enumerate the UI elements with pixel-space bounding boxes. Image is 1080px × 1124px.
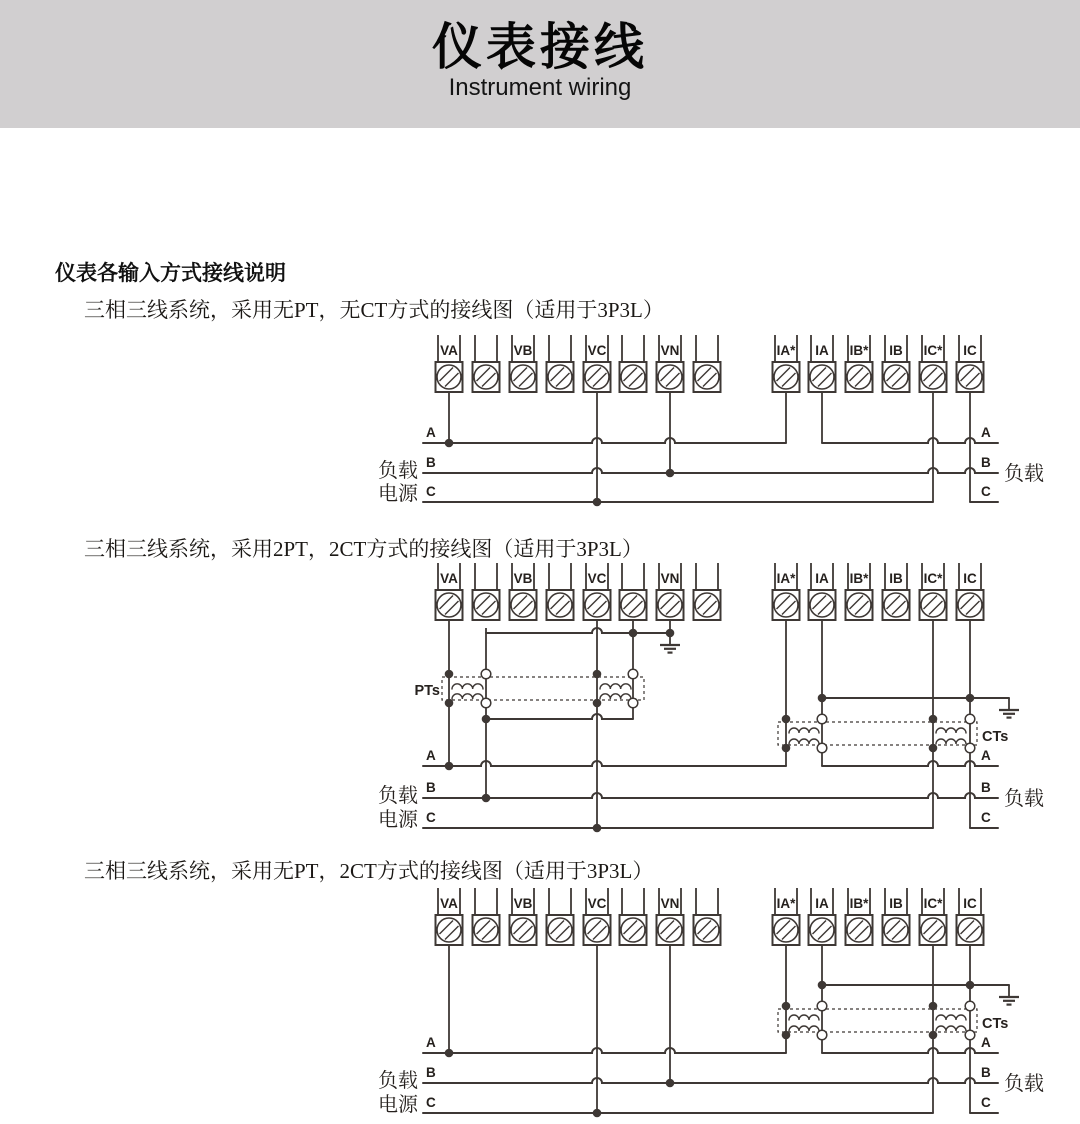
winding-terminal (817, 743, 827, 753)
terminal-label: IB (889, 571, 903, 586)
screw-icon (474, 593, 498, 617)
phase-label-right: C (981, 810, 991, 825)
junction-dot (445, 439, 454, 448)
screw-icon (810, 365, 834, 389)
screw-icon (810, 593, 834, 617)
screw-icon (921, 365, 945, 389)
junction-dot (593, 699, 602, 708)
junction-dot (929, 1031, 938, 1040)
screw-icon (847, 365, 871, 389)
phase-label-left: A (426, 748, 436, 763)
junction-dot (593, 498, 602, 507)
phase-line-a (822, 761, 998, 766)
phase-label-right: B (981, 780, 991, 795)
phase-line-b (423, 468, 998, 473)
terminal-label: IA* (776, 896, 796, 911)
screw-icon (810, 918, 834, 942)
ct-coil (936, 1015, 966, 1020)
junction-dot (782, 715, 791, 724)
screw-icon (958, 918, 982, 942)
load-label: 负载 (1004, 463, 1044, 485)
phase-label-right: B (981, 455, 991, 470)
ct-coil (936, 1026, 966, 1031)
phase-label-right: B (981, 1065, 991, 1080)
screw-icon (548, 918, 572, 942)
page-subtitle: Instrument wiring (448, 74, 632, 101)
terminal-label: VA (440, 896, 458, 911)
terminal-label: VB (513, 343, 533, 358)
winding-terminal (817, 1001, 827, 1011)
terminal-label: IB (889, 896, 903, 911)
terminal-label: IA (815, 571, 829, 586)
screw-icon (437, 593, 461, 617)
screw-icon (658, 918, 682, 942)
junction-dot (818, 981, 827, 990)
junction-dot (593, 824, 602, 833)
phase-line-a (822, 1048, 998, 1053)
junction-dot (782, 1031, 791, 1040)
winding-terminal (817, 714, 827, 724)
terminal-label: IC* (923, 343, 943, 358)
screw-icon (548, 365, 572, 389)
screw-icon (774, 365, 798, 389)
screw-icon (921, 593, 945, 617)
phase-label-right: C (981, 1095, 991, 1110)
junction-dot (929, 715, 938, 724)
pt-coil (600, 694, 631, 699)
phase-line-b (423, 793, 998, 798)
terminal-label: VN (660, 571, 680, 586)
junction-dot (482, 794, 491, 803)
screw-icon (437, 365, 461, 389)
winding-terminal (965, 743, 975, 753)
pt-secondary-bus (486, 714, 633, 719)
source-label: 负载 (378, 1070, 418, 1092)
screw-icon (847, 918, 871, 942)
junction-dot (593, 1109, 602, 1118)
screw-icon (695, 918, 719, 942)
winding-terminal (481, 698, 491, 708)
phase-label-left: C (426, 484, 436, 499)
winding-terminal (965, 1030, 975, 1040)
phase-label-left: B (426, 780, 436, 795)
screw-icon (884, 365, 908, 389)
phase-label-right: A (981, 1035, 991, 1050)
ct-coil (789, 1026, 819, 1031)
phase-line-a (423, 1048, 786, 1053)
phase-line-b (423, 1078, 998, 1083)
winding-terminal (628, 669, 638, 679)
pt-coil (452, 684, 483, 689)
screw-icon (511, 593, 535, 617)
pt-coil (452, 694, 483, 699)
terminal-label: IB* (849, 571, 869, 586)
phase-label-right: C (981, 484, 991, 499)
terminal-label: IC (963, 571, 977, 586)
phase-line-a (423, 761, 786, 766)
terminal-label: VC (587, 896, 607, 911)
screw-icon (511, 365, 535, 389)
screw-icon (621, 593, 645, 617)
load-label: 负载 (1004, 788, 1044, 810)
junction-dot (666, 629, 675, 638)
ct-box-label: CTs (982, 729, 1009, 745)
load-label: 负载 (1004, 1073, 1044, 1095)
junction-dot (966, 981, 975, 990)
junction-dot (445, 1049, 454, 1058)
terminal-label: VB (513, 896, 533, 911)
ct-coil (789, 1015, 819, 1020)
terminal-label: VN (660, 896, 680, 911)
terminal-label: VB (513, 571, 533, 586)
terminal-label: IB* (849, 343, 869, 358)
terminal-label: VA (440, 343, 458, 358)
screw-icon (958, 365, 982, 389)
source-label: 负载 (378, 785, 418, 807)
page-title: 仪表接线 (432, 19, 648, 75)
diagram3-caption: 三相三线系统，采用无PT，2CT方式的接线图（适用于3P3L） (84, 859, 654, 883)
screw-icon (774, 918, 798, 942)
terminal-label: IA (815, 896, 829, 911)
screw-icon (548, 593, 572, 617)
phase-label-left: C (426, 810, 436, 825)
terminal-label: IC (963, 896, 977, 911)
terminal-label: IC* (923, 571, 943, 586)
screw-icon (847, 593, 871, 617)
diagram2-caption: 三相三线系统，采用2PT，2CT方式的接线图（适用于3P3L） (84, 537, 643, 561)
screw-icon (474, 918, 498, 942)
screw-icon (621, 365, 645, 389)
terminal-label: IA* (776, 343, 796, 358)
winding-terminal (481, 669, 491, 679)
screw-icon (585, 593, 609, 617)
screw-icon (511, 918, 535, 942)
section-heading: 仪表各输入方式接线说明 (55, 262, 286, 285)
junction-dot (966, 694, 975, 703)
screw-icon (884, 918, 908, 942)
junction-dot (929, 1002, 938, 1011)
phase-label-left: B (426, 1065, 436, 1080)
terminal-label: IB* (849, 896, 869, 911)
winding-terminal (628, 698, 638, 708)
terminal-label: IC* (923, 896, 943, 911)
junction-dot (482, 715, 491, 724)
junction-dot (782, 744, 791, 753)
ct-coil (789, 739, 819, 744)
screw-icon (695, 365, 719, 389)
junction-dot (629, 629, 638, 638)
terminal-label: IA* (776, 571, 796, 586)
screw-icon (437, 918, 461, 942)
screw-icon (658, 593, 682, 617)
screw-icon (585, 918, 609, 942)
junction-dot (782, 1002, 791, 1011)
phase-label-right: A (981, 425, 991, 440)
terminal-label: VA (440, 571, 458, 586)
screw-icon (585, 365, 609, 389)
phase-label-left: B (426, 455, 436, 470)
junction-dot (666, 469, 675, 478)
screw-icon (474, 365, 498, 389)
phase-label-right: A (981, 748, 991, 763)
phase-label-left: A (426, 1035, 436, 1050)
terminal-label: VN (660, 343, 680, 358)
junction-dot (666, 1079, 675, 1088)
screw-icon (958, 593, 982, 617)
winding-terminal (817, 1030, 827, 1040)
winding-terminal (965, 1001, 975, 1011)
winding-terminal (965, 714, 975, 724)
phase-line-a (423, 438, 786, 443)
terminal-label: VC (587, 571, 607, 586)
junction-dot (445, 670, 454, 679)
source-label: 电源 (378, 1094, 418, 1116)
ct-coil (789, 728, 819, 733)
screw-icon (921, 918, 945, 942)
terminal-label: IC (963, 343, 977, 358)
terminal-label: IA (815, 343, 829, 358)
screw-icon (658, 365, 682, 389)
phase-label-left: C (426, 1095, 436, 1110)
pt-box-label: PTs (414, 683, 440, 699)
phase-label-left: A (426, 425, 436, 440)
junction-dot (445, 762, 454, 771)
source-label: 负载 (378, 460, 418, 482)
screw-icon (695, 593, 719, 617)
phase-line-a (822, 438, 998, 443)
terminal-label: IB (889, 343, 903, 358)
diagram1-caption: 三相三线系统，采用无PT，无CT方式的接线图（适用于3P3L） (84, 298, 664, 322)
junction-dot (445, 699, 454, 708)
ct-coil (936, 739, 966, 744)
screw-icon (774, 593, 798, 617)
screw-icon (621, 918, 645, 942)
terminal-label: VC (587, 343, 607, 358)
pt-primary-bus (486, 628, 670, 633)
ct-box-label: CTs (982, 1016, 1009, 1032)
junction-dot (929, 744, 938, 753)
ct-coil (936, 728, 966, 733)
junction-dot (818, 694, 827, 703)
pt-coil (600, 684, 631, 689)
source-label: 电源 (378, 809, 418, 831)
screw-icon (884, 593, 908, 617)
source-label: 电源 (378, 483, 418, 505)
junction-dot (593, 670, 602, 679)
